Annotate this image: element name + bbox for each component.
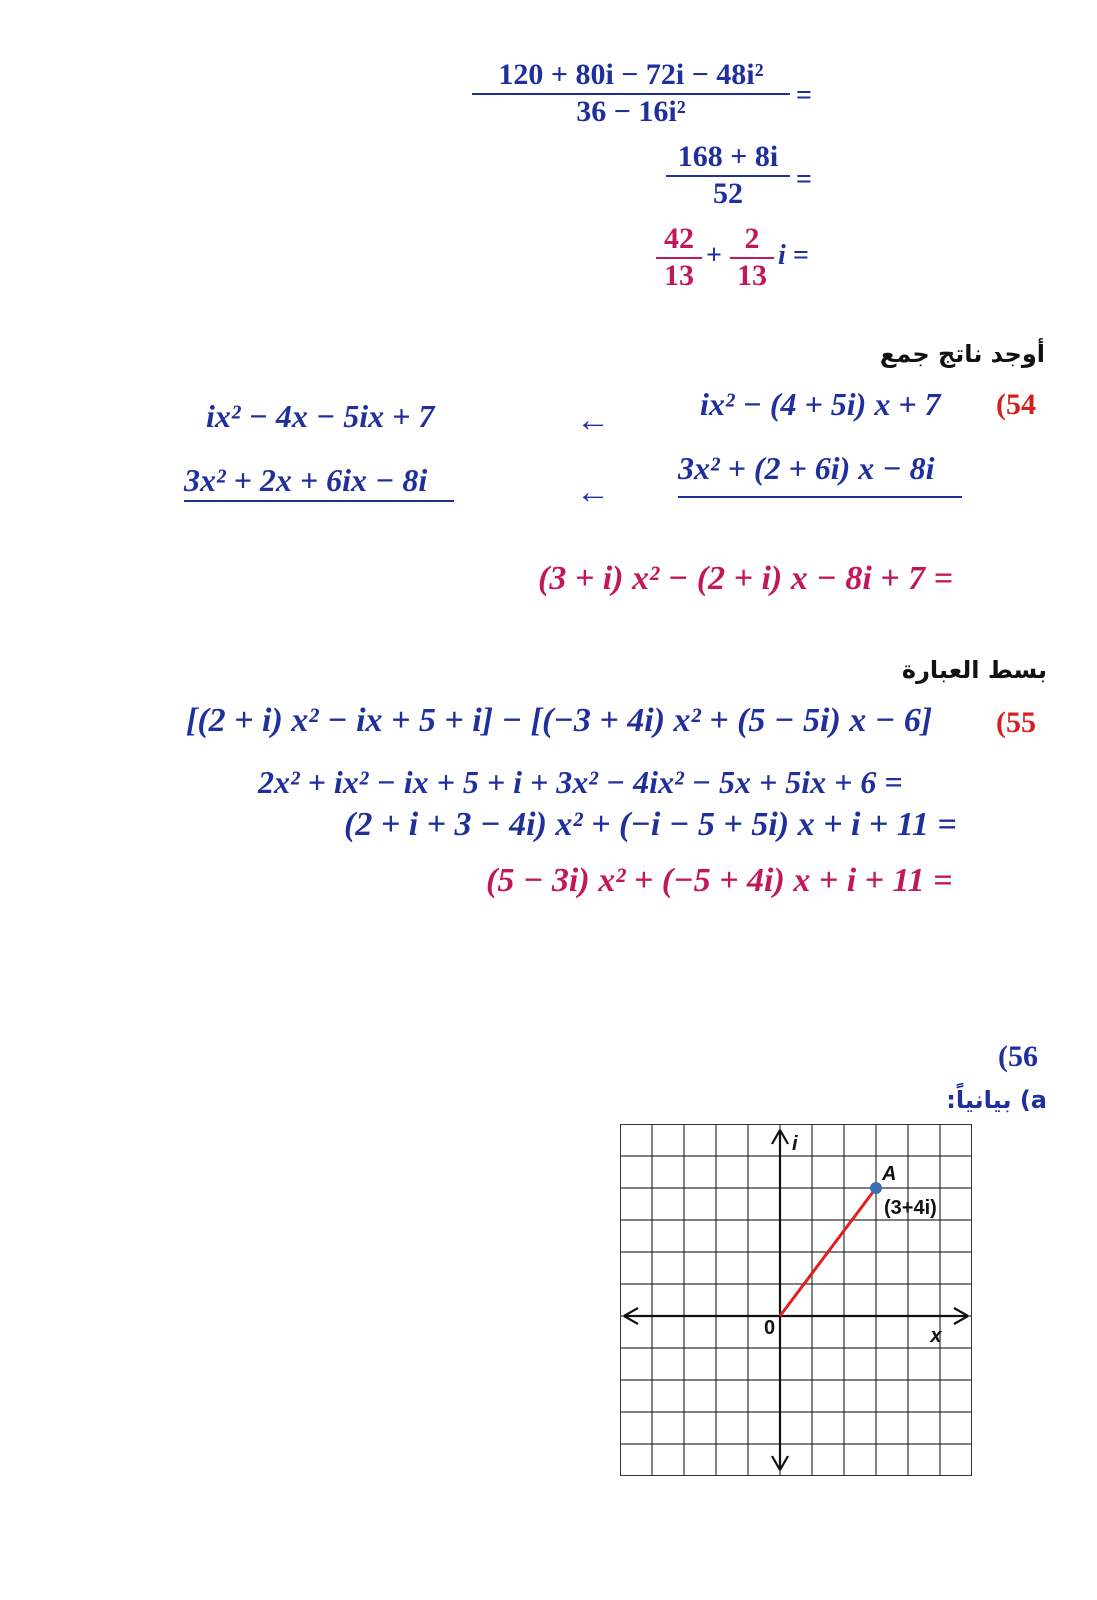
origin-label: 0 [764,1317,776,1339]
q54-result: (3 + i) x² − (2 + i) x − 8i + 7 = [538,560,954,597]
q54-right-line1: ix² − (4 + 5i) x + 7 [700,386,941,422]
x-axis-label: x [930,1325,942,1347]
grid-lines [620,1124,972,1476]
q54-heading: أوجد ناتج جمع [879,340,1045,368]
step3-frac2-denominator: 13 [737,258,767,292]
q54-right-line2: 3x² + (2 + 6i) x − 8i [678,450,935,486]
step3-plus: + [706,240,722,271]
q54-arrow-2: ← [576,474,610,511]
point-annotation: (3+4i) [884,1197,937,1219]
step2-equals: = [796,164,812,195]
step3-fraction-1 [656,222,702,293]
complex-plane-graph [620,1124,972,1476]
step3-frac1-numerator: 42 [656,222,702,259]
q54-arrow-1: ← [576,402,610,439]
q54-number: (54 [996,388,1036,421]
y-axis-label: i [792,1133,798,1155]
axes [624,1130,968,1470]
q55-heading: بسط العبارة [901,656,1047,684]
step2-fraction [666,140,790,211]
q54-left-line2: 3x² + 2x + 6ix − 8i [184,462,428,498]
point-label: A [882,1163,897,1185]
step3-frac2-numerator: 2 [730,222,774,259]
step1-fraction [472,58,790,129]
step3-fraction-2 [730,222,774,293]
plot-marks [780,1163,937,1316]
step3-frac1-denominator: 13 [664,258,694,292]
step1-numerator: 120 + 80i − 72i − 48i² [472,58,790,95]
q54-left-line1: ix² − 4x − 5ix + 7 [206,398,435,434]
step1-equals: = [796,80,812,111]
step3-tail: i = [778,240,809,271]
q54-right-underline [678,496,962,498]
point-A [870,1182,882,1194]
q56-number: (56 [998,1040,1038,1073]
step2-numerator: 168 + 8i [666,140,790,177]
q55-line2: (2 + i + 3 − 4i) x² + (−i − 5 + 5i) x + i + 11 = [344,806,957,843]
step1-denominator: 36 − 16i² [576,94,686,128]
step2-denominator: 52 [713,176,743,210]
q55-line1: 2x² + ix² − ix + 5 + i + 3x² − 4ix² − 5x + 5ix + 6 = [258,764,903,800]
q56-part-a: a) بيانياً: [946,1086,1047,1114]
q55-line3: (5 − 3i) x² + (−5 + 4i) x + i + 11 = [486,862,953,899]
q55-number: (55 [996,706,1036,739]
q55-expression: [(2 + i) x² − ix + 5 + i] − [(−3 + 4i) x² + (5 − 5i) x − 6] [186,702,933,739]
q54-left-underline [184,500,454,502]
